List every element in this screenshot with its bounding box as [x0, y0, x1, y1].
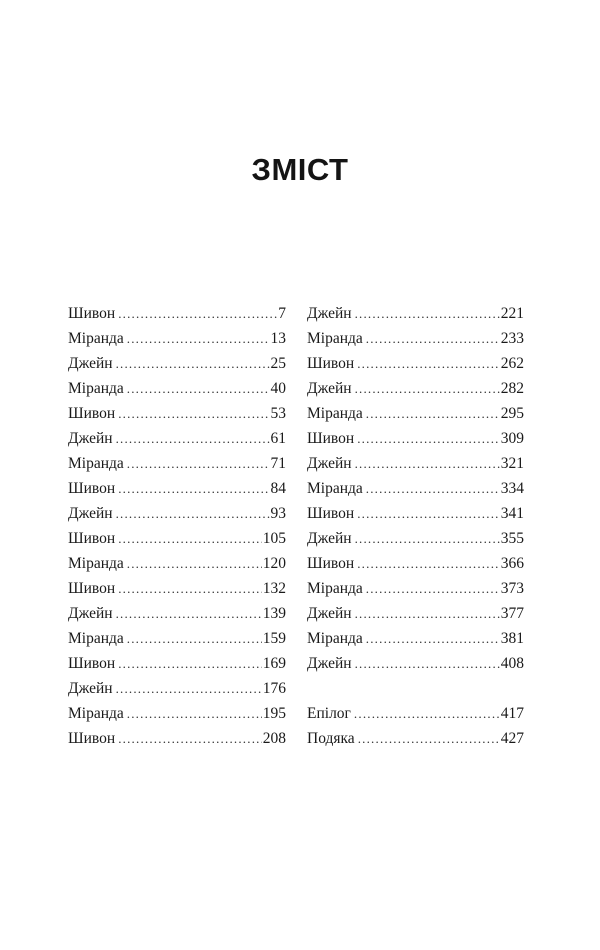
toc-entry[interactable]: [68, 351, 286, 376]
page-title: ЗМІСТ: [251, 152, 349, 187]
toc-entry-title: Шивон: [68, 530, 116, 547]
toc-entry-page: 169: [262, 655, 286, 672]
toc-entry-title: Міранда: [68, 330, 124, 347]
toc-entry-title: Шивон: [307, 355, 355, 372]
toc-entry-title: Міранда: [68, 630, 124, 647]
toc-dot-leader: [116, 676, 262, 701]
toc-dot-leader: [366, 626, 500, 651]
toc-entry[interactable]: [68, 426, 286, 451]
toc-entry[interactable]: [307, 326, 524, 351]
toc-entry-page: 132: [262, 580, 286, 597]
toc-entry-title: Подяка: [307, 730, 355, 747]
toc-entry[interactable]: [307, 301, 524, 326]
toc-entry-title: Шивон: [68, 580, 116, 597]
toc-entry-page: 93: [270, 505, 286, 522]
toc-entry-title: Джейн: [68, 355, 113, 372]
toc-entry[interactable]: [68, 626, 286, 651]
toc-entry[interactable]: [307, 526, 524, 551]
toc-entry-page: 176: [262, 680, 286, 697]
toc-entry-page: 417: [500, 705, 524, 722]
toc-dot-leader: [116, 426, 270, 451]
toc-entry-page: 366: [500, 555, 524, 572]
toc-entry-page: 159: [262, 630, 286, 647]
toc-entry[interactable]: [68, 526, 286, 551]
toc-dot-leader: [116, 601, 262, 626]
toc-entry[interactable]: [307, 576, 524, 601]
toc-entry-title: Міранда: [307, 480, 363, 497]
toc-entry-page: 373: [500, 580, 524, 597]
toc-entry-title: Міранда: [68, 455, 124, 472]
toc-entry[interactable]: [68, 376, 286, 401]
toc-entry-page: 262: [500, 355, 524, 372]
toc-entry[interactable]: [68, 551, 286, 576]
toc-entry-title: Джейн: [307, 605, 352, 622]
toc-entry-title: Шивон: [307, 430, 355, 447]
toc-entry-page: 309: [500, 430, 524, 447]
toc-entry-title: Шивон: [68, 480, 116, 497]
toc-entry-title: Шивон: [68, 405, 116, 422]
toc-dot-leader: [118, 401, 269, 426]
toc-dot-leader: [118, 476, 269, 501]
toc-dot-leader: [118, 726, 262, 751]
toc-dot-leader: [118, 526, 262, 551]
toc-entry-title: Джейн: [68, 430, 113, 447]
toc-entry-title: Джейн: [307, 455, 352, 472]
toc-dot-leader: [366, 401, 500, 426]
toc-entry-page: 25: [270, 355, 286, 372]
toc-entry-title: Джейн: [307, 655, 352, 672]
toc-entry-page: 427: [500, 730, 524, 747]
toc-entry-title: Шивон: [68, 730, 116, 747]
toc-spacer: [307, 676, 524, 701]
toc-entry-title: Міранда: [307, 405, 363, 422]
toc-dot-leader: [127, 701, 262, 726]
toc-entry-title: Міранда: [307, 330, 363, 347]
toc-dot-leader: [366, 576, 500, 601]
toc-entry[interactable]: [68, 301, 286, 326]
toc-entry[interactable]: [307, 601, 524, 626]
toc-entry-page: 334: [500, 480, 524, 497]
toc-left-column: [68, 301, 286, 751]
toc-entry-title: Джейн: [68, 680, 113, 697]
toc-entry[interactable]: [307, 376, 524, 401]
toc-entry-page: 377: [500, 605, 524, 622]
toc-entry[interactable]: [307, 626, 524, 651]
toc-dot-leader: [118, 651, 262, 676]
toc-dot-leader: [357, 551, 500, 576]
toc-dot-leader: [355, 651, 500, 676]
toc-entry-title: Джейн: [307, 305, 352, 322]
toc-entry[interactable]: [68, 701, 286, 726]
toc-entry-page: 208: [262, 730, 286, 747]
toc-entry-title: Джейн: [307, 530, 352, 547]
toc-entry-title: Міранда: [68, 555, 124, 572]
toc-entry-page: 53: [270, 405, 286, 422]
toc-dot-leader: [116, 501, 270, 526]
toc-entry-page: 105: [262, 530, 286, 547]
toc-entry[interactable]: [307, 551, 524, 576]
toc-dot-leader: [127, 376, 270, 401]
toc-entry-page: 84: [270, 480, 286, 497]
toc-entry[interactable]: [68, 651, 286, 676]
toc-dot-leader: [355, 601, 500, 626]
toc-dot-leader: [357, 501, 500, 526]
toc-dot-leader: [127, 451, 270, 476]
toc-entry-title: Джейн: [68, 605, 113, 622]
toc-entry-page: 321: [500, 455, 524, 472]
toc-entry[interactable]: [307, 726, 524, 751]
toc-entry-title: Шивон: [68, 305, 116, 322]
toc-dot-leader: [127, 551, 262, 576]
toc-entry[interactable]: [307, 501, 524, 526]
toc-dot-leader: [355, 526, 500, 551]
toc-dot-leader: [127, 626, 262, 651]
toc-entry-page: 381: [500, 630, 524, 647]
toc-entry-title: Джейн: [307, 380, 352, 397]
toc-entry-title: Міранда: [68, 380, 124, 397]
toc-entry-title: Міранда: [68, 705, 124, 722]
toc-entry-page: 195: [262, 705, 286, 722]
toc-right-column: [307, 301, 524, 751]
toc-entry-page: 408: [500, 655, 524, 672]
toc-entry[interactable]: [307, 701, 524, 726]
toc-dot-leader: [127, 326, 270, 351]
toc-entry-page: 7: [278, 305, 286, 322]
toc-entry-page: 221: [500, 305, 524, 322]
toc-entry-title: Міранда: [307, 580, 363, 597]
toc-entry[interactable]: [68, 451, 286, 476]
toc-entry-page: 71: [270, 455, 286, 472]
toc-entry-title: Шивон: [307, 555, 355, 572]
toc-entry-page: 355: [500, 530, 524, 547]
toc-dot-leader: [116, 351, 270, 376]
toc-entry[interactable]: [307, 401, 524, 426]
toc-entry[interactable]: [68, 601, 286, 626]
toc-dot-leader: [354, 701, 500, 726]
toc-entry[interactable]: [68, 501, 286, 526]
toc-entry-page: 233: [500, 330, 524, 347]
toc-entry[interactable]: [307, 351, 524, 376]
toc-dot-leader: [366, 326, 500, 351]
toc-entry[interactable]: [307, 426, 524, 451]
toc-dot-leader: [355, 451, 500, 476]
toc-entry-page: 61: [270, 430, 286, 447]
toc-dot-leader: [118, 576, 262, 601]
toc-entry[interactable]: [68, 676, 286, 701]
toc-entry-title: Епілог: [307, 705, 351, 722]
toc-entry-title: Міранда: [307, 630, 363, 647]
toc-entry-title: Джейн: [68, 505, 113, 522]
toc-entry-page: 139: [262, 605, 286, 622]
toc-entry-page: 120: [262, 555, 286, 572]
toc-entry[interactable]: [307, 651, 524, 676]
toc-entry[interactable]: [307, 476, 524, 501]
toc-dot-leader: [118, 301, 277, 326]
toc-entry-page: 295: [500, 405, 524, 422]
toc-entry[interactable]: [307, 451, 524, 476]
toc-entry-page: 40: [270, 380, 286, 397]
toc-entry[interactable]: [68, 576, 286, 601]
toc-entry-page: 341: [500, 505, 524, 522]
toc-dot-leader: [366, 476, 500, 501]
toc-dot-leader: [357, 426, 500, 451]
toc-entry[interactable]: [68, 401, 286, 426]
toc-dot-leader: [355, 301, 500, 326]
toc-entry[interactable]: [68, 726, 286, 751]
toc-dot-leader: [355, 376, 500, 401]
toc-entry-title: Шивон: [68, 655, 116, 672]
toc-dot-leader: [357, 351, 500, 376]
toc-dot-leader: [358, 726, 500, 751]
toc-entry-page: 282: [500, 380, 524, 397]
toc-entry[interactable]: [68, 326, 286, 351]
toc-entry-title: Шивон: [307, 505, 355, 522]
toc-entry-page: 13: [270, 330, 286, 347]
toc-entry[interactable]: [68, 476, 286, 501]
